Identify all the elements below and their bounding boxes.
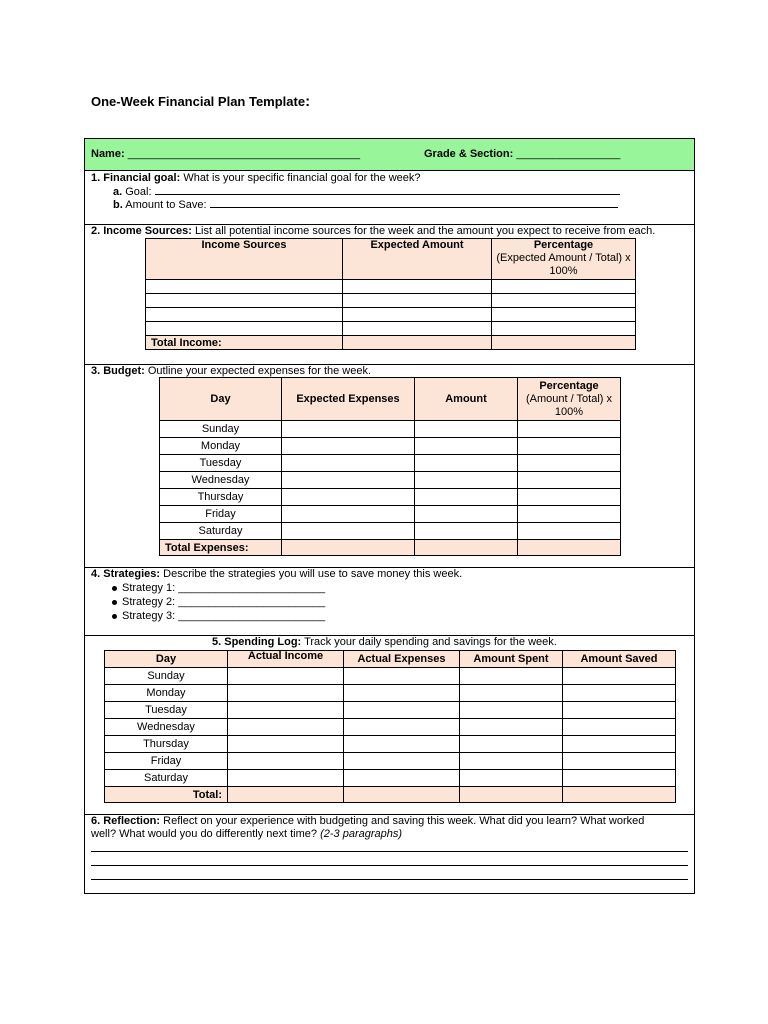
grade-section-field[interactable]: _________________: [516, 148, 621, 160]
actual-expenses-cell[interactable]: [344, 702, 460, 719]
actual-income-cell[interactable]: [228, 702, 344, 719]
reflection-note: (2-3 paragraphs): [320, 828, 403, 840]
day-cell: Wednesday: [160, 472, 282, 489]
day-cell: Wednesday: [105, 719, 228, 736]
expected-amount-cell[interactable]: [343, 308, 492, 322]
percentage-cell[interactable]: [518, 489, 621, 506]
actual-expenses-cell[interactable]: [344, 668, 460, 685]
total-percentage-cell[interactable]: [492, 336, 636, 350]
income-sources-table: [145, 238, 636, 350]
table-row: [105, 770, 676, 787]
table-row: [105, 702, 676, 719]
table-row: [160, 523, 621, 540]
total-spent-cell[interactable]: [460, 787, 563, 803]
total-expenses-cell[interactable]: [344, 787, 460, 803]
strategies-text: Describe the strategies you will use to save money this week.: [163, 568, 463, 580]
total-income-label: Total Income:: [151, 336, 222, 349]
col-expected-amount: Expected Amount: [343, 239, 492, 280]
actual-expenses-cell[interactable]: [344, 685, 460, 702]
spending-log-table: [104, 650, 676, 803]
actual-expenses-cell[interactable]: [344, 736, 460, 753]
amount-spent-cell[interactable]: [460, 753, 563, 770]
percentage-cell[interactable]: [518, 506, 621, 523]
actual-income-cell[interactable]: [228, 719, 344, 736]
total-expenses-cell[interactable]: [282, 540, 415, 556]
table-row: [160, 506, 621, 523]
percentage-cell[interactable]: [518, 455, 621, 472]
goal-field[interactable]: [155, 185, 620, 195]
amount-saved-cell[interactable]: [563, 685, 676, 702]
total-expenses-row: [160, 540, 621, 556]
percentage-cell[interactable]: [518, 523, 621, 540]
expected-amount-cell[interactable]: [343, 280, 492, 294]
amount-marker: b.: [113, 199, 123, 211]
financial-goal-text: What is your specific financial goal for the week?: [183, 172, 421, 184]
amount-spent-cell[interactable]: [460, 719, 563, 736]
income-source-cell[interactable]: [146, 308, 343, 322]
total-expenses-label: Total Expenses:: [165, 541, 249, 554]
col-percentage: Percentage (Expected Amount / Total) x 100%: [492, 239, 636, 280]
expected-expenses-cell[interactable]: [282, 489, 415, 506]
actual-income-cell[interactable]: [228, 685, 344, 702]
expected-expenses-cell[interactable]: [282, 421, 415, 438]
actual-expenses-cell[interactable]: [344, 753, 460, 770]
budget-table: [159, 377, 621, 556]
bullet-icon: [112, 586, 117, 591]
budget-section: [85, 365, 694, 568]
day-cell: Sunday: [160, 421, 282, 438]
day-cell: Saturday: [105, 770, 228, 787]
percentage-cell[interactable]: [518, 472, 621, 489]
col-expected-expenses: Expected Expenses: [282, 378, 415, 421]
table-row: [160, 438, 621, 455]
strategy-item[interactable]: Strategy 2: ________________________: [112, 596, 325, 608]
day-cell: Thursday: [160, 489, 282, 506]
col-actual-expenses: Actual Expenses: [344, 651, 460, 668]
actual-expenses-cell[interactable]: [344, 770, 460, 787]
percentage-cell[interactable]: [492, 294, 636, 308]
financial-goal-section: [85, 171, 694, 225]
total-income-cell[interactable]: [228, 787, 344, 803]
actual-income-cell[interactable]: [228, 770, 344, 787]
bullet-icon: [112, 614, 117, 619]
reflection-section: [85, 815, 694, 893]
expected-expenses-cell[interactable]: [282, 472, 415, 489]
total-income-row: [146, 336, 636, 350]
amount-to-save-label: Amount to Save:: [125, 199, 207, 211]
expected-expenses-cell[interactable]: [282, 455, 415, 472]
amount-spent-cell[interactable]: [460, 770, 563, 787]
grade-section-label: Grade & Section:: [424, 148, 514, 160]
day-cell: Friday: [160, 506, 282, 523]
spending-log-text: Track your daily spending and savings for the week.: [304, 636, 557, 648]
percentage-cell[interactable]: [492, 280, 636, 294]
strategy-item[interactable]: Strategy 1: ________________________: [112, 582, 325, 594]
amount-spent-cell[interactable]: [460, 702, 563, 719]
table-row: [146, 322, 636, 336]
day-cell: Monday: [160, 438, 282, 455]
strategies-section: [85, 568, 694, 636]
day-cell: Tuesday: [105, 702, 228, 719]
strategies-heading: 4. Strategies:: [91, 568, 161, 580]
table-row: [105, 736, 676, 753]
total-percentage-cell[interactable]: [518, 540, 621, 556]
table-row: [146, 308, 636, 322]
income-source-cell[interactable]: [146, 294, 343, 308]
actual-income-cell[interactable]: [228, 668, 344, 685]
actual-expenses-cell[interactable]: [344, 719, 460, 736]
log-total-row: [105, 787, 676, 803]
amount-cell[interactable]: [415, 421, 518, 438]
financial-goal-heading: 1. Financial goal:: [91, 172, 181, 184]
goal-marker: a.: [113, 186, 123, 198]
page-title: One-Week Financial Plan Template:: [91, 93, 311, 110]
expected-amount-cell[interactable]: [343, 322, 492, 336]
actual-income-cell[interactable]: [228, 753, 344, 770]
reflection-line[interactable]: [91, 851, 688, 852]
table-row: [146, 294, 636, 308]
col-percentage: Percentage (Amount / Total) x 100%: [518, 378, 621, 421]
name-label: Name:: [91, 148, 125, 160]
amount-saved-cell[interactable]: [563, 736, 676, 753]
amount-saved-cell[interactable]: [563, 770, 676, 787]
budget-heading: 3. Budget:: [91, 365, 145, 377]
table-row: [146, 280, 636, 294]
amount-cell[interactable]: [415, 455, 518, 472]
spending-log-heading: 5. Spending Log:: [212, 636, 302, 648]
spending-log-section: [85, 636, 694, 815]
day-cell: Monday: [105, 685, 228, 702]
income-sources-heading: 2. Income Sources:: [91, 225, 192, 237]
table-row: [160, 472, 621, 489]
reflection-line[interactable]: [91, 879, 688, 880]
day-cell: Tuesday: [160, 455, 282, 472]
budget-text: Outline your expected expenses for the week.: [147, 365, 372, 377]
income-sources-text: List all potential income sources for the week and the amount you expect to receive from each.: [194, 225, 656, 237]
total-expected-cell[interactable]: [343, 336, 492, 350]
amount-saved-cell[interactable]: [563, 702, 676, 719]
col-amount-spent: Amount Spent: [460, 651, 563, 668]
table-row: [105, 685, 676, 702]
amount-saved-cell[interactable]: [563, 719, 676, 736]
day-cell: Friday: [105, 753, 228, 770]
expected-expenses-cell[interactable]: [282, 506, 415, 523]
amount-cell[interactable]: [415, 489, 518, 506]
amount-cell[interactable]: [415, 438, 518, 455]
col-income-sources: Income Sources: [146, 239, 343, 280]
income-source-cell[interactable]: [146, 280, 343, 294]
bullet-icon: [112, 600, 117, 605]
reflection-heading: 6. Reflection:: [91, 815, 161, 827]
strategy-item[interactable]: Strategy 3: ________________________: [112, 610, 325, 622]
income-sources-section: [85, 225, 694, 365]
reflection-line[interactable]: [91, 865, 688, 866]
amount-cell[interactable]: [415, 472, 518, 489]
name-field[interactable]: ______________________________________: [127, 148, 361, 160]
percentage-cell[interactable]: [492, 322, 636, 336]
reflection-text-2: well? What would you do differently next time?: [91, 828, 318, 840]
percentage-cell[interactable]: [492, 308, 636, 322]
col-amount-saved: Amount Saved: [563, 651, 676, 668]
expected-expenses-cell[interactable]: [282, 438, 415, 455]
total-saved-cell[interactable]: [563, 787, 676, 803]
financial-plan-form: [84, 138, 695, 894]
col-day: Day: [105, 651, 228, 668]
log-total-label: Total:: [192, 788, 222, 801]
goal-label: Goal:: [125, 186, 152, 198]
table-row: [160, 455, 621, 472]
table-row: [105, 719, 676, 736]
amount-saved-cell[interactable]: [563, 753, 676, 770]
percentage-cell[interactable]: [518, 421, 621, 438]
name-grade-header: [85, 139, 694, 171]
amount-cell[interactable]: [415, 523, 518, 540]
day-cell: Saturday: [160, 523, 282, 540]
day-cell: Thursday: [105, 736, 228, 753]
col-amount: Amount: [415, 378, 518, 421]
reflection-text: Reflect on your experience with budgeting and saving this week. What did you learn? What worked: [163, 815, 645, 827]
percentage-cell[interactable]: [518, 438, 621, 455]
total-amount-cell[interactable]: [415, 540, 518, 556]
income-source-cell[interactable]: [146, 322, 343, 336]
table-row: [105, 753, 676, 770]
col-day: Day: [160, 378, 282, 421]
expected-amount-cell[interactable]: [343, 294, 492, 308]
amount-spent-cell[interactable]: [460, 685, 563, 702]
actual-income-cell[interactable]: [228, 736, 344, 753]
amount-saved-cell[interactable]: [563, 668, 676, 685]
amount-to-save-field[interactable]: [210, 198, 618, 208]
table-row: [105, 668, 676, 685]
table-row: [160, 489, 621, 506]
expected-expenses-cell[interactable]: [282, 523, 415, 540]
table-row: [160, 421, 621, 438]
amount-cell[interactable]: [415, 506, 518, 523]
day-cell: Sunday: [105, 668, 228, 685]
col-actual-income: Actual Income: [228, 651, 344, 668]
amount-spent-cell[interactable]: [460, 736, 563, 753]
amount-spent-cell[interactable]: [460, 668, 563, 685]
